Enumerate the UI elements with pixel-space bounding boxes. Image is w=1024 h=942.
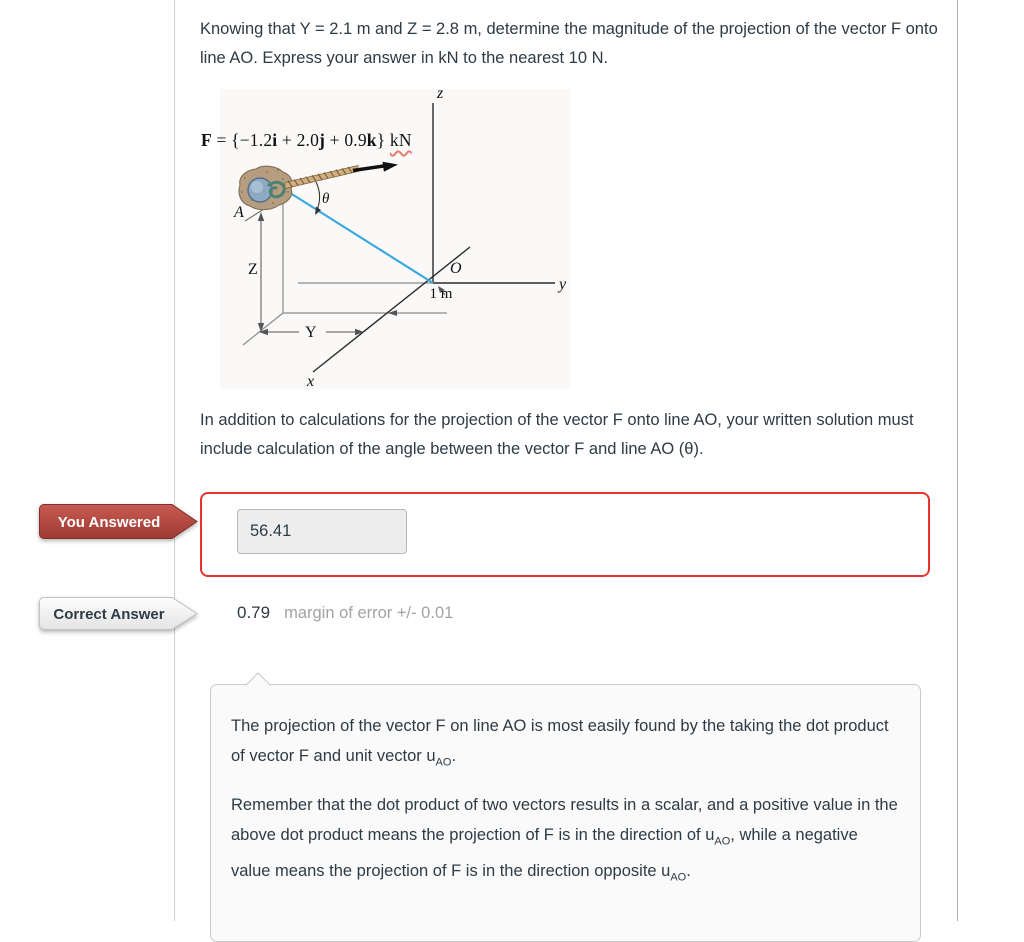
margin-of-error: margin of error +/- 0.01 xyxy=(284,604,454,622)
anchor-ring-highlight xyxy=(251,181,263,193)
Y-dim-label: Y xyxy=(305,324,317,341)
eq-v1: −1.2 xyxy=(239,130,273,150)
x-axis-label: x xyxy=(307,373,315,390)
feedback-p2-period: . xyxy=(686,861,691,880)
eq-F: F xyxy=(201,130,212,150)
eq-plus2: + xyxy=(325,130,345,150)
z-axis-label: z xyxy=(437,85,444,102)
instruction-text: In addition to calculations for the projection of the vector F onto line AO, your written solution must include calculation of the angle between the vector F and line AO (θ). xyxy=(200,411,914,458)
statics-figure xyxy=(195,82,575,394)
eq-brace: } xyxy=(376,130,390,150)
point-A-label: A xyxy=(234,204,244,221)
correct-answer-row xyxy=(237,603,453,623)
feedback-paragraph-2 xyxy=(231,791,898,892)
feedback-p2-subscript-a: AO xyxy=(714,835,731,848)
eq-k: k xyxy=(366,130,377,150)
you-answered-badge-label: You Answered xyxy=(57,514,161,531)
eq-v3: 0.9 xyxy=(344,130,367,150)
origin-label: O xyxy=(450,260,462,277)
one-m-label: 1 m xyxy=(429,286,453,302)
eq-i: i xyxy=(272,130,278,150)
correct-answer-value: 0.79 xyxy=(237,603,271,622)
question-text: Knowing that Y = 2.1 m and Z = 2.8 m, determine the magnitude of the projection of the vector F onto line AO. Express your answer in kN to the nearest 10 N. xyxy=(200,20,938,67)
y-axis-label: y xyxy=(559,276,567,293)
eq-j: j xyxy=(319,130,326,150)
you-answered-badge xyxy=(38,503,200,541)
eq-unit: kN xyxy=(389,130,412,150)
feedback-p2-text-a: Remember that the dot product of two vectors results in a scalar, and a positive value in the above dot product means the projection of F is in the direction of u xyxy=(231,796,898,844)
feedback-p1-text: The projection of the vector F on line AO is most easily found by the taking the dot product of vector F and unit vector u xyxy=(231,717,889,765)
question-panel-left-border xyxy=(174,0,175,921)
Z-dim-label: Z xyxy=(248,261,258,278)
feedback-p2-text-b: , while a negative value means the projection of F is in the direction opposite u xyxy=(231,825,858,880)
feedback-paragraph-1 xyxy=(231,712,898,777)
correct-answer-badge-label: Correct Answer xyxy=(53,606,165,623)
question-panel-right-border xyxy=(957,0,958,921)
force-vector-equation xyxy=(201,130,412,151)
eq-plus1: + xyxy=(277,130,297,150)
correct-answer-badge xyxy=(38,596,200,632)
theta-label: θ xyxy=(322,191,330,207)
eq-eq: = { xyxy=(211,130,240,150)
answer-input[interactable] xyxy=(237,509,407,554)
feedback-p1-period: . xyxy=(451,746,457,765)
rock-anchor xyxy=(239,166,292,209)
feedback-p2-subscript-b: AO xyxy=(670,870,687,883)
feedback-box xyxy=(210,684,921,942)
feedback-p1-subscript: AO xyxy=(435,755,452,768)
figure-canvas xyxy=(195,82,575,394)
eq-v2: 2.0 xyxy=(296,130,320,150)
